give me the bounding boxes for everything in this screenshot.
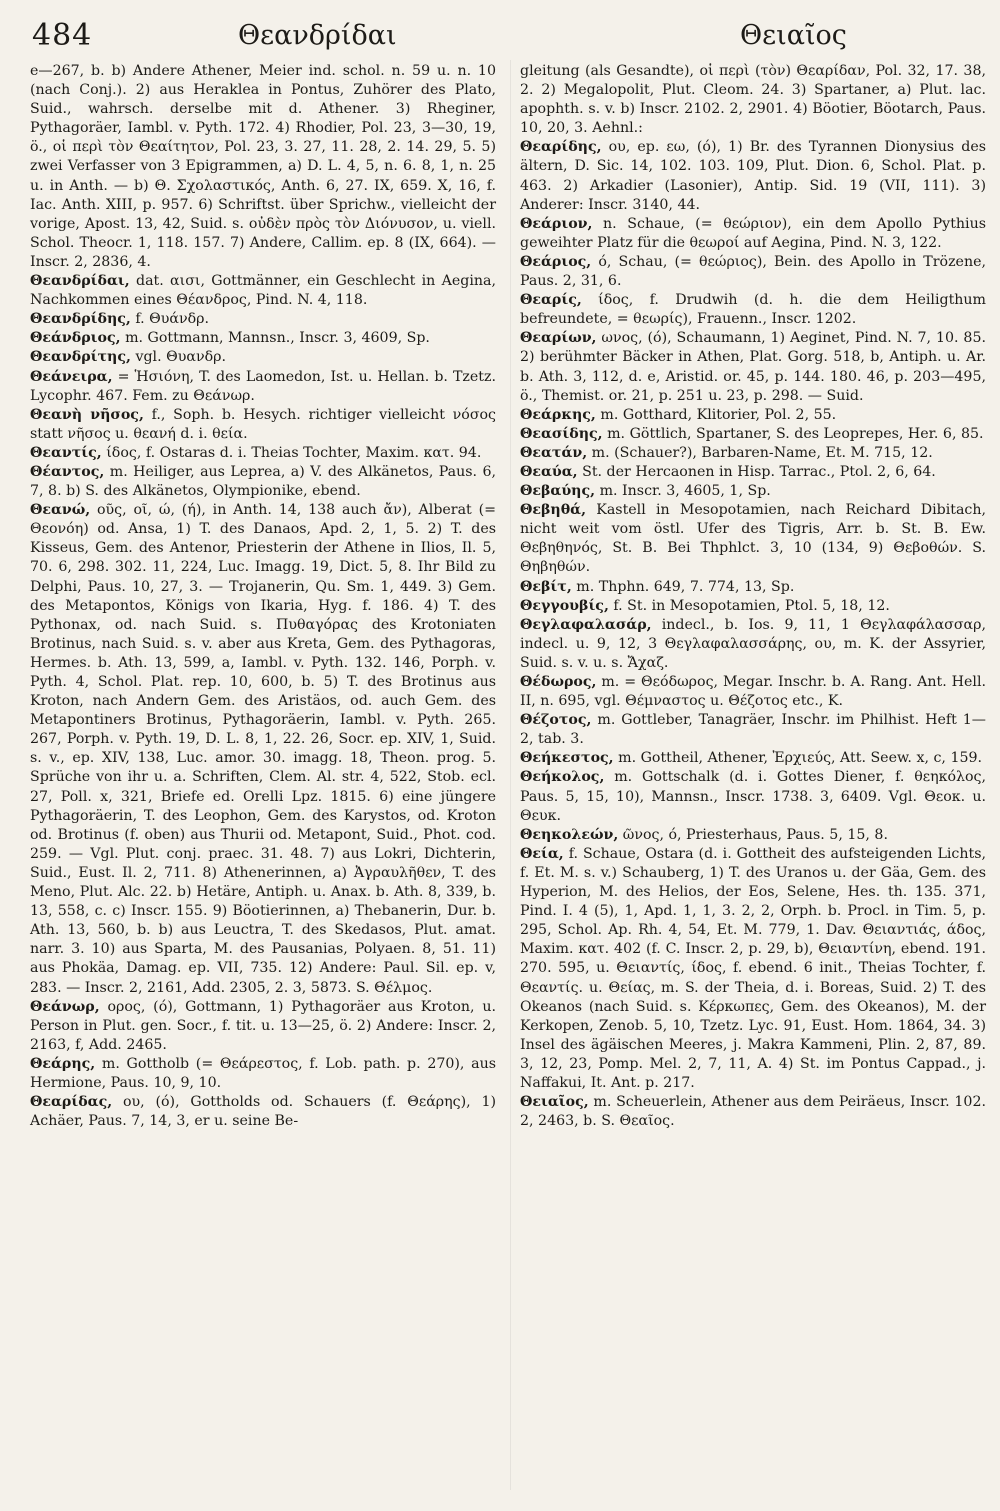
- entry-text: Kastell in Mesopotamien, nach Reichard Dibitach, nicht weit vom östl. Ufer des Tigris, Arr. b. St. B. Ew. Θεβηθηνός, St. B. Bei Thphlct. 3, 10 (134, 9) Θεβοθών. S. Θηβηθών.: [520, 502, 986, 576]
- entry-headword: Θεάρκης,: [520, 406, 596, 423]
- dictionary-entry: [520, 62, 986, 138]
- dictionary-entry: [520, 138, 986, 214]
- dictionary-entry: [30, 329, 496, 348]
- dictionary-entry: [520, 673, 986, 711]
- dictionary-entry: [520, 291, 986, 329]
- entry-headword: Θεανδρίδης,: [30, 311, 131, 328]
- left-running-head: Θεανδρίδαι: [238, 20, 397, 51]
- entry-text: ωνος, (ό), Schaumann, 1) Aeginet, Pind. N. 7, 10. 85. 2) berühmter Bäcker in Athen, Plat. Gorg. 518, b, Antiph. u. Ar. b. Ath. 3, 112, d. e, Aristid. or. 45, p. 144. 180. 46, p. 203—495, ö., Themist. or. 21, p. 251 u. 23, p. 298. — Suid.: [520, 330, 986, 404]
- entry-headword: Θεανώ,: [30, 502, 91, 519]
- dictionary-entry: [520, 406, 986, 425]
- dictionary-entry: [520, 329, 986, 405]
- entry-text: m. Thphn. 649, 7. 774, 13, Sp.: [571, 578, 795, 595]
- dictionary-entry: [520, 768, 986, 825]
- entry-text: m. Scheuerlein, Athener aus dem Peiräeus, Inscr. 102. 2, 2463, b. S. Θεαῖος.: [520, 1094, 986, 1130]
- entry-headword: Θεβηθά,: [520, 502, 587, 519]
- dictionary-entry: [520, 1093, 986, 1131]
- dictionary-entry: [520, 597, 986, 616]
- dictionary-entry: [520, 845, 986, 1093]
- entry-headword: Θεαρίων,: [520, 330, 597, 347]
- entry-text: ό, Schau, (= θεώριος), Bein. des Apollo in Trözene, Paus. 2, 31, 6.: [520, 253, 986, 290]
- entry-headword: Θεάνωρ,: [30, 998, 100, 1015]
- dictionary-entry: [30, 272, 496, 310]
- page-header: [26, 14, 974, 60]
- entry-headword: Θεαρίς,: [520, 292, 582, 309]
- entry-headword: Θεανδρίδαι,: [30, 273, 130, 290]
- dictionary-entry: [30, 348, 496, 367]
- entry-text: m. Gottmann, Mannsn., Inscr. 3, 4609, Sp.: [120, 330, 430, 347]
- entry-headword: Θέδωρος,: [520, 674, 597, 690]
- entry-text: gleitung (als Gesandte), οἱ περὶ (τὸν) Θεαρίδαν, Pol. 32, 17. 38, 2. 2) Megalopolit, Plut. Cleom. 24. 3) Spartaner, a) Plut. lac. apophth. s. v. b) Inscr. 2102. 2, 2901. 4) Böotier, Böotarch, Paus. 10, 20, 3. Aehnl.:: [520, 63, 986, 137]
- entry-headword: Θεαντίς,: [30, 444, 102, 461]
- entry-headword: Θεγγουβίς,: [520, 597, 609, 614]
- entry-text: ου, (ό), Gottholds od. Schauers (f. Θεάρης), 1) Achäer, Paus. 7, 14, 3, er u. seine Be-: [30, 1094, 496, 1130]
- entry-text: ίδος, f. Drudwih (d. h. die dem Heiligthum befreundete, = θεωρίς), Frauenn., Inscr. 1202.: [520, 292, 986, 328]
- entry-headword: Θεάρης,: [30, 1055, 96, 1072]
- entry-text: m. Göttlich, Spartaner, S. des Leoprepes, Her. 6, 85.: [602, 425, 984, 442]
- page-number: 484: [32, 18, 93, 53]
- dictionary-entry: [30, 501, 496, 997]
- entry-headword: Θέζοτος,: [520, 712, 592, 729]
- entry-headword: Θεαρίδης,: [520, 139, 602, 156]
- entry-headword: Θεήκολος,: [520, 769, 605, 786]
- entry-text: f. Θυάνδρ.: [130, 311, 210, 328]
- entry-headword: Θεάριον,: [520, 215, 593, 232]
- entry-headword: Θεβαύης,: [520, 483, 596, 500]
- dictionary-entry: [30, 998, 496, 1055]
- entry-headword: Θεατάν,: [520, 444, 588, 461]
- right-running-head: Θειαῖος: [740, 20, 847, 51]
- dictionary-entry: [30, 444, 496, 463]
- entry-text: f., Soph. b. Hesych. richtiger vielleicht νόσος statt νῆσος u. θεανή d. i. θεία.: [30, 406, 496, 442]
- entry-headword: Θεήκεστος,: [520, 750, 614, 767]
- dictionary-entry: [520, 215, 986, 253]
- entry-headword: Θεβίτ,: [520, 578, 572, 595]
- entry-text: indecl., b. Ios. 9, 11, 1 Θεγλαφάλασσαρ, indecl. u. 9, 12, 3 Θεγλαφαλασσάρης, ου, m. K. der Assyrier, Suid. s. v. u. s. Ἄχαζ.: [520, 616, 986, 671]
- dictionary-entry: [30, 368, 496, 406]
- entry-text: e—267, b. b) Andere Athener, Meier ind. schol. n. 59 u. n. 10 (nach Conj.). 2) aus Heraklea in Pontus, Zuhörer des Plato, Suid., wahrsch. derselbe mit d. Athener. 3) Rheginer, Pythagoräer, Iambl. v. Pyth. 172. 4) Rhodier, Pol. 23, 3—30, 19, ö., οἱ περὶ τὸν Θεαίτητον, Pol. 23, 3. 27, 11. 28, 2. 14. 29, 5. 5) zwei Verfasser von 3 Epigrammen, a) D. L. 4, 5, n. 6. 8, 1, n. 25 u. in Anth. — b) Θ. Σχολαστικός, Anth. 6, 27. IX, 659. X, 16, f. Iac. Anth. XIII, p. 957. 6) Schriftst. über Sprichw., vielleicht der vorige, Apost. 13, 42, Suid. s. οὐδὲν πρὸς τὸν Διόνυσον, u. viell. Schol. Theocr. 1, 118. 157. 7) Andere, Callim. ep. 8 (IX, 664). — Inscr. 2, 2836, 4.: [30, 63, 496, 270]
- entry-headword: Θεγλαφαλασάρ,: [520, 616, 652, 633]
- entry-headword: Θεάνειρα,: [30, 368, 113, 385]
- entry-headword: Θεία,: [520, 845, 564, 862]
- entry-text: m. Heiliger, aus Leprea, a) V. des Alkänetos, Paus. 6, 7, 8. b) S. des Alkänetos, Olympionike, ebend.: [30, 463, 496, 500]
- dictionary-entry: [520, 578, 986, 597]
- left-column: [30, 62, 496, 1131]
- dictionary-entry: [520, 425, 986, 444]
- entry-text: dat. αισι, Gottmänner, ein Geschlecht in Aegina, Nachkommen eines Θέανδρος, Pind. N. 4, 118.: [30, 273, 496, 309]
- entry-headword: Θεαύα,: [520, 463, 578, 480]
- entry-text: m. Gotthard, Klitorier, Pol. 2, 55.: [595, 406, 837, 423]
- entry-headword: Θεηκολεών,: [520, 826, 619, 843]
- dictionary-entry: [520, 482, 986, 501]
- column-gutter: [510, 60, 511, 1490]
- entry-headword: Θεάριος,: [520, 253, 592, 270]
- entry-text: ου, ep. εω, (ό), 1) Br. des Tyrannen Dionysius des ältern, D. Sic. 14, 102. 103. 109, Plut. Dion. 6, Schol. Plat. p. 463. 2) Arkadier (Lasonier), Antip. Sid. 19 (VII, 111). 3) Anderer: Inscr. 3140, 44.: [520, 139, 986, 213]
- entry-headword: Θειαῖος,: [520, 1094, 589, 1111]
- entry-text: m. Gottheil, Athener, Ἐρχιεύς, Att. Seew. x, c, 159.: [613, 750, 983, 767]
- dictionary-entry: [520, 501, 986, 577]
- columns: [26, 60, 986, 1500]
- dictionary-entry: [520, 616, 986, 673]
- dictionary-entry: [30, 1093, 496, 1131]
- entry-headword: Θεανδρίτης,: [30, 349, 131, 366]
- entry-text: f. St. in Mesopotamien, Ptol. 5, 18, 12.: [608, 597, 890, 614]
- dictionary-entry: [30, 62, 496, 272]
- entry-text: οῦς, οῖ, ώ, (ή), in Anth. 14, 138 auch ἄν), Alberat (= Θεονόη) od. Ansa, 1) T. des Danaos, Apd. 2, 1, 5. 2) T. des Kisseus, Gem. des Antenor, Priesterin der Athene in Ilios, Il. 5, 70. 6, 298. 302. 11, 224, Luc. Imagg. 19, Dict. 5, 8. Ihr Bild zu Delphi, Paus. 10, 27, 3. — Trojanerin, Qu. Sm. 1, 449. 3) Gem. des Metapontos, Königs von Ikaria, Hyg. f. 186. 4) T. des Pythonax, od. nach Suid. s. Πυθαγόρας des Krotoniaten Brotinus, nach Suid. s. v. aber aus Kreta, Gem. des Pythagoras, Hermes. b. Ath. 13, 599, a, Iambl. v. Pyth. 132. 146, Porph. v. Pyth. 4, Schol. Plat. rep. 10, 600, b. 5) T. des Brotinus aus Kroton, nach Andern Gem. des Aristäos, od. auch Gem. des Metapontiners Brotinus, Pythagoräerin, Iambl. v. Pyth. 265. 267, Porph. v. Pyth. 19, D. L. 8, 1, 22. 26, Socr. ep. XIV, 1, Suid. s. v., ep. XIV, 138, Luc. amor. 30. imagg. 18, Theon. prog. 5. Sprüche von ihr u. a. Schriften, Clem. Al. str. 4, 522, Stob. ecl. 27, Poll. x, 321, Briefe ed. Orelli Lpz. 1815. 6) eine jüngere Pythagoräerin, T. des Leophon, Gem. des Karystos, od. Kroton od. Brotinus (f. oben) aus Thurii od. Metapont, Suid., Phot. cod. 259. — Vgl. Plut. conj. praec. 31. 48. 7) aus Lokri, Dichterin, Suid., Eust. Il. 2, 711. 8) Athenerinnen, a) Ἀγραυλῆθεν, T. des Meno, Plut. Alc. 22. b) Hetäre, Antiph. u. Anax. b. Ath. 8, 339, b. 13, 558, c. c) Inscr. 155. 9) Böotierinnen, a) Thebanerin, Dur. b. Ath. 13, 560, b. b) aus Leuctra, T. des Skedasos, Plut. amat. narr. 3. 10) aus Sparta, M. des Pausanias, Polyaen. 8, 51. 11) aus Phokäa, Damag. ep. VII, 735. 12) Andere: Paul. Sil. ep. v, 283. — Inscr. 2, 2161, Add. 2305, 2. 3, 5873. S. Θέλμος.: [30, 502, 496, 996]
- entry-text: vgl. Θυανδρ.: [130, 349, 226, 366]
- dictionary-entry: [30, 406, 496, 444]
- entry-headword: Θεανὴ νῆσος,: [30, 406, 144, 423]
- entry-text: m. Gottholb (= Θεάρεστος, f. Lob. path. p. 270), aus Hermione, Paus. 10, 9, 10.: [30, 1055, 496, 1091]
- entry-headword: Θεασίδης,: [520, 425, 603, 442]
- entry-text: ίδος, f. Ostaras d. i. Theias Tochter, Maxim. κατ. 94.: [101, 444, 482, 461]
- dictionary-entry: [520, 444, 986, 463]
- entry-headword: Θεαρίδας,: [30, 1094, 113, 1111]
- entry-text: ορος, (ό), Gottmann, 1) Pythagoräer aus Kroton, u. Person in Plut. gen. Socr., f. tit. u. 13—25, ö. 2) Andere: Inscr. 2, 2163, f, Add. 2465.: [30, 998, 496, 1053]
- entry-text: f. Schaue, Ostara (d. i. Gottheit des aufsteigenden Lichts, f. Et. M. s. v.) Schauberg, 1) T. des Uranos u. der Gäa, Gem. des Hyperion, M. des Helios, der Eos, Selene, Hes. th. 135. 371, Pind. I. 4 (5), 1, Apd. 1, 1, 3. 2, 2, Orph. b. Procl. in Tim. 5, p. 295, Schol. Ap. Rh. 4, 54, Et. M. 779, 1. Dav. Θειαντιάς, άδος, Maxim. κατ. 402 (f. C. Inscr. 2, p. 29, b), Θειαντίνη, ebend. 191. 270. 595, u. Θειαντίς, ίδος, f. ebend. 6 init., Theias Tochter, f. Θεαντίς. u. Θείας, m. S. der Theia, d. i. Boreas, Suid. 2) T. des Okeanos (nach Suid. s. Κέρκωπες, Gem. des Okeanos), M. der Kerkopen, Zenob. 5, 10, Tzetz. Lyc. 91, Eust. Hom. 1864, 34. 3) Insel des ägäischen Meeres, j. Makra Kammeni, Plin. 2, 87, 89. 3, 12, 23, Pomp. Mel. 2, 7, 11, A. 4) St. im Pontus Cappad., j. Naffakui, It. Ant. p. 217.: [520, 845, 986, 1091]
- entry-text: m. Gottschalk (d. i. Gottes Diener, f. θεηκόλος, Paus. 5, 15, 10), Mannsn., Inscr. 1738. 3, 6409. Vgl. Θεοκ. u. Θευκ.: [520, 769, 986, 824]
- dictionary-entry: [520, 826, 986, 845]
- entry-text: ῶνος, ό, Priesterhaus, Paus. 5, 15, 8.: [618, 826, 888, 843]
- entry-text: m. Gottleber, Tanagräer, Inschr. im Philhist. Heft 1—2, tab. 3.: [520, 712, 986, 748]
- entry-text: m. = Θεόδωρος, Megar. Inschr. b. A. Rang. Ant. Hell. II, n. 695, vgl. Θέμναστος u. Θέζοτος etc., K.: [520, 674, 986, 710]
- dictionary-entry: [520, 711, 986, 749]
- dictionary-entry: [30, 310, 496, 329]
- right-column: [520, 62, 986, 1131]
- dictionary-entry: [520, 463, 986, 482]
- dictionary-entry: [520, 749, 986, 768]
- entry-headword: Θεάνδριος,: [30, 330, 121, 347]
- dictionary-entry: [520, 253, 986, 291]
- entry-text: St. der Hercaonen in Hisp. Tarrac., Ptol. 2, 6, 64.: [577, 463, 936, 480]
- dictionary-entry: [30, 1055, 496, 1093]
- entry-text: m. Inscr. 3, 4605, 1, Sp.: [595, 483, 771, 500]
- entry-text: = Ἡσιόνη, T. des Laomedon, Ist. u. Hellan. b. Tzetz. Lycophr. 467. Fem. zu Θεάνωρ.: [30, 368, 496, 404]
- entry-text: n. Schaue, (= θεώριον), ein dem Apollo Pythius geweihter Platz für die θεωροί auf Aegina, Pind. N. 3, 122.: [520, 215, 986, 251]
- entry-text: m. (Schauer?), Barbaren-Name, Et. M. 715, 12.: [587, 444, 933, 461]
- entry-headword: Θέαντος,: [30, 463, 105, 480]
- dictionary-entry: [30, 463, 496, 501]
